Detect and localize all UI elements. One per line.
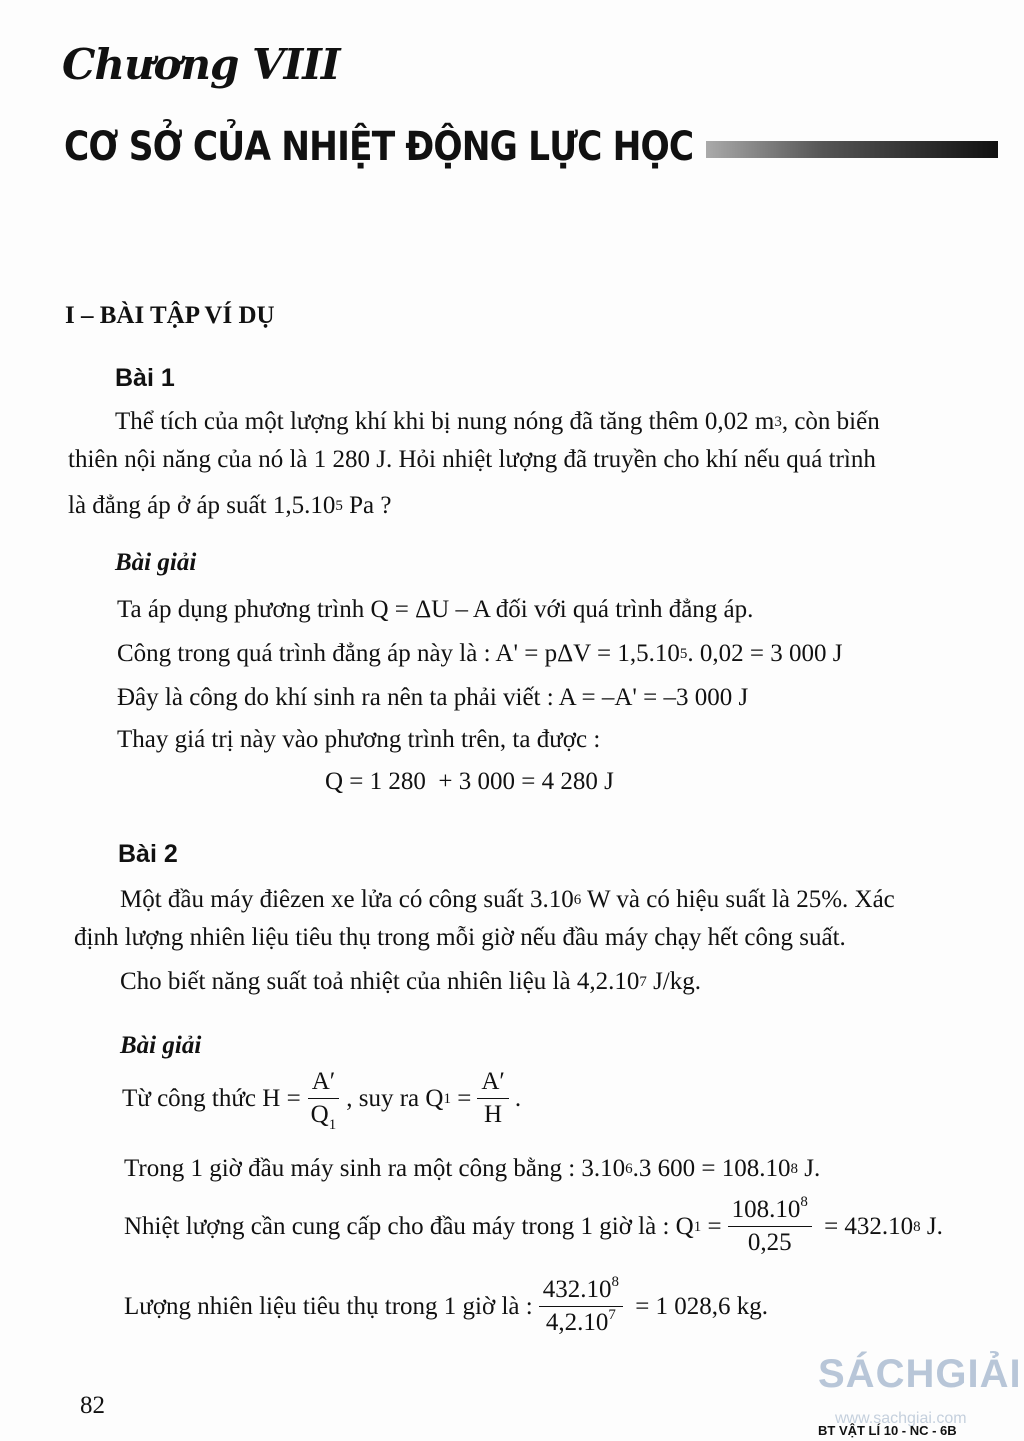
solution-heading (115, 549, 196, 577)
text-run: W và có hiệu suất là 25%. Xác (581, 886, 895, 913)
watermark-url: www.sachgiai.com (835, 1410, 967, 1427)
text-run: định lượng nhiên liệu tiêu thụ trong mỗi giờ nếu đầu máy chạy hết công suất. (74, 924, 846, 951)
text-line: Cho biết năng suất toả nhiệt của nhiên liệu là 4,2.10 7 J/kg. (120, 968, 702, 995)
text-run: A′ (311, 1068, 336, 1095)
text-line: Nhiệt lượng cần cung cấp cho đầu máy trong 1 giờ là : Q 1 = $\frac{108.10^8}{0,25}$ = 432.10 8 J. (124, 1194, 943, 1256)
fraction (477, 1068, 509, 1129)
text-run: . 0,02 = 3 000 J (687, 640, 843, 667)
text-run: A′ (481, 1068, 505, 1095)
text-run: Thay giá trị này vào phương trình trên, ta được : (117, 726, 601, 753)
text-line (68, 446, 876, 474)
numerator (308, 1068, 340, 1099)
denominator (480, 1099, 506, 1129)
text-run: = (450, 1084, 472, 1112)
text-run: Lượng nhiên liệu tiêu thụ trong 1 giờ là : (124, 1292, 533, 1320)
text-line (117, 726, 600, 754)
text-run: = 1 028,6 kg. (628, 1292, 769, 1320)
chapter-label: Chương VIII (62, 40, 340, 89)
numerator (539, 1276, 623, 1307)
text-run: , suy ra Q (346, 1084, 444, 1112)
text-run: 0,25 (747, 1229, 792, 1256)
footer-book-code: BT VẬT LÍ 10 - NC - 6B (818, 1423, 957, 1438)
text-run: là đẳng áp ở áp suất 1,5.10 (68, 492, 336, 519)
text-run: J. (920, 1212, 943, 1240)
text-run: Trong 1 giờ đầu máy sinh ra một công bằng : 3.10 (124, 1155, 626, 1182)
page-number: 82 (80, 1392, 105, 1419)
text-run: Ta áp dụng phương trình Q = ΔU – A đối với quá trình đẳng áp. (117, 596, 754, 623)
section-heading: I – BÀI TẬP VÍ DỤ (65, 302, 275, 329)
text-run: Một đầu máy điêzen xe lửa có công suất 3.10 (120, 886, 574, 913)
text-run: J/kg. (646, 968, 702, 995)
numerator (728, 1196, 812, 1227)
superscript: 8 (800, 1194, 808, 1210)
text-line: Công trong quá trình đẳng áp này là : A' = pΔV = 1,5.10 5 . 0,02 = 3 000 J (117, 640, 843, 667)
text-line: Trong 1 giờ đầu máy sinh ra một công bằng : 3.10 6 .3 600 = 108.10 8 J. (124, 1155, 821, 1182)
text-run: 4,2.10 (545, 1309, 609, 1336)
text-run: Từ công thức H = (122, 1084, 301, 1112)
exercise-heading (118, 840, 178, 869)
text-run: Bài 1 (115, 364, 175, 392)
fraction (539, 1276, 623, 1337)
denominator (744, 1227, 796, 1257)
fraction (728, 1196, 812, 1257)
text-run: Q (310, 1101, 329, 1128)
text-run: , còn biến (781, 408, 880, 435)
superscript: 8 (611, 1274, 619, 1290)
text-run: .3 600 = 108.10 (632, 1155, 791, 1182)
text-run: Q = 1 280 + 3 000 = 4 280 J (325, 768, 614, 795)
text-run: Bài giải (115, 549, 197, 576)
watermark-logo: SÁCHGIẢI (818, 1352, 1022, 1396)
text-line (117, 596, 753, 624)
text-line: là đẳng áp ở áp suất 1,5.10 5 Pa ? (68, 492, 392, 519)
text-run: 432.10 (542, 1276, 612, 1303)
text-run: Thể tích của một lượng khí khi bị nung nóng đã tăng thêm 0,02 m (115, 408, 775, 435)
text-run: = 432.10 (817, 1212, 914, 1240)
text-line (117, 684, 748, 712)
text-run: Nhiệt lượng cần cung cấp cho đầu máy trong 1 giờ là : Q (124, 1212, 694, 1240)
text-line (74, 924, 846, 952)
text-run: thiên nội năng của nó là 1 280 J. Hỏi nhiệt lượng đã truyền cho khí nếu quá trình (68, 446, 876, 473)
chapter-title: CƠ SỞ CỦA NHIỆT ĐỘNG LỰC HỌC (64, 124, 694, 170)
subscript: 1 (328, 1117, 337, 1133)
text-line: Từ công thức H = $\frac{A'}{Q_1}$ , suy ra Q 1 = $\frac{A'}{H}$ . (122, 1068, 522, 1133)
exercise-heading (115, 364, 175, 393)
title-decorative-bar (706, 141, 998, 158)
text-run: . (514, 1084, 522, 1112)
superscript: 7 (608, 1307, 616, 1323)
text-run: Đây là công do khí sinh ra nên ta phải viết : A = –A' = –3 000 J (117, 684, 749, 711)
denominator (542, 1307, 620, 1337)
text-run: H (484, 1101, 503, 1128)
denominator (307, 1099, 341, 1133)
solution-heading (120, 1032, 201, 1060)
text-run: Công trong quá trình đẳng áp này là : A' = pΔV = 1,5.10 (117, 640, 680, 667)
text-run: J. (798, 1155, 821, 1182)
text-line (124, 1276, 768, 1337)
text-line: Thể tích của một lượng khí khi bị nung nóng đã tăng thêm 0,02 m 3 , còn biến (115, 408, 880, 435)
text-run: Bài giải (120, 1032, 202, 1059)
text-run: 108.10 (731, 1196, 801, 1223)
text-line: Một đầu máy điêzen xe lửa có công suất 3.10 6 W và có hiệu suất là 25%. Xác (120, 886, 895, 913)
numerator (477, 1068, 509, 1099)
text-line (325, 768, 614, 796)
fraction (307, 1068, 341, 1133)
text-run: Pa ? (342, 492, 392, 519)
text-run: Cho biết năng suất toả nhiệt của nhiên liệu là 4,2.10 (120, 968, 640, 995)
text-run: Bài 2 (118, 840, 178, 868)
text-run: = (701, 1212, 722, 1240)
